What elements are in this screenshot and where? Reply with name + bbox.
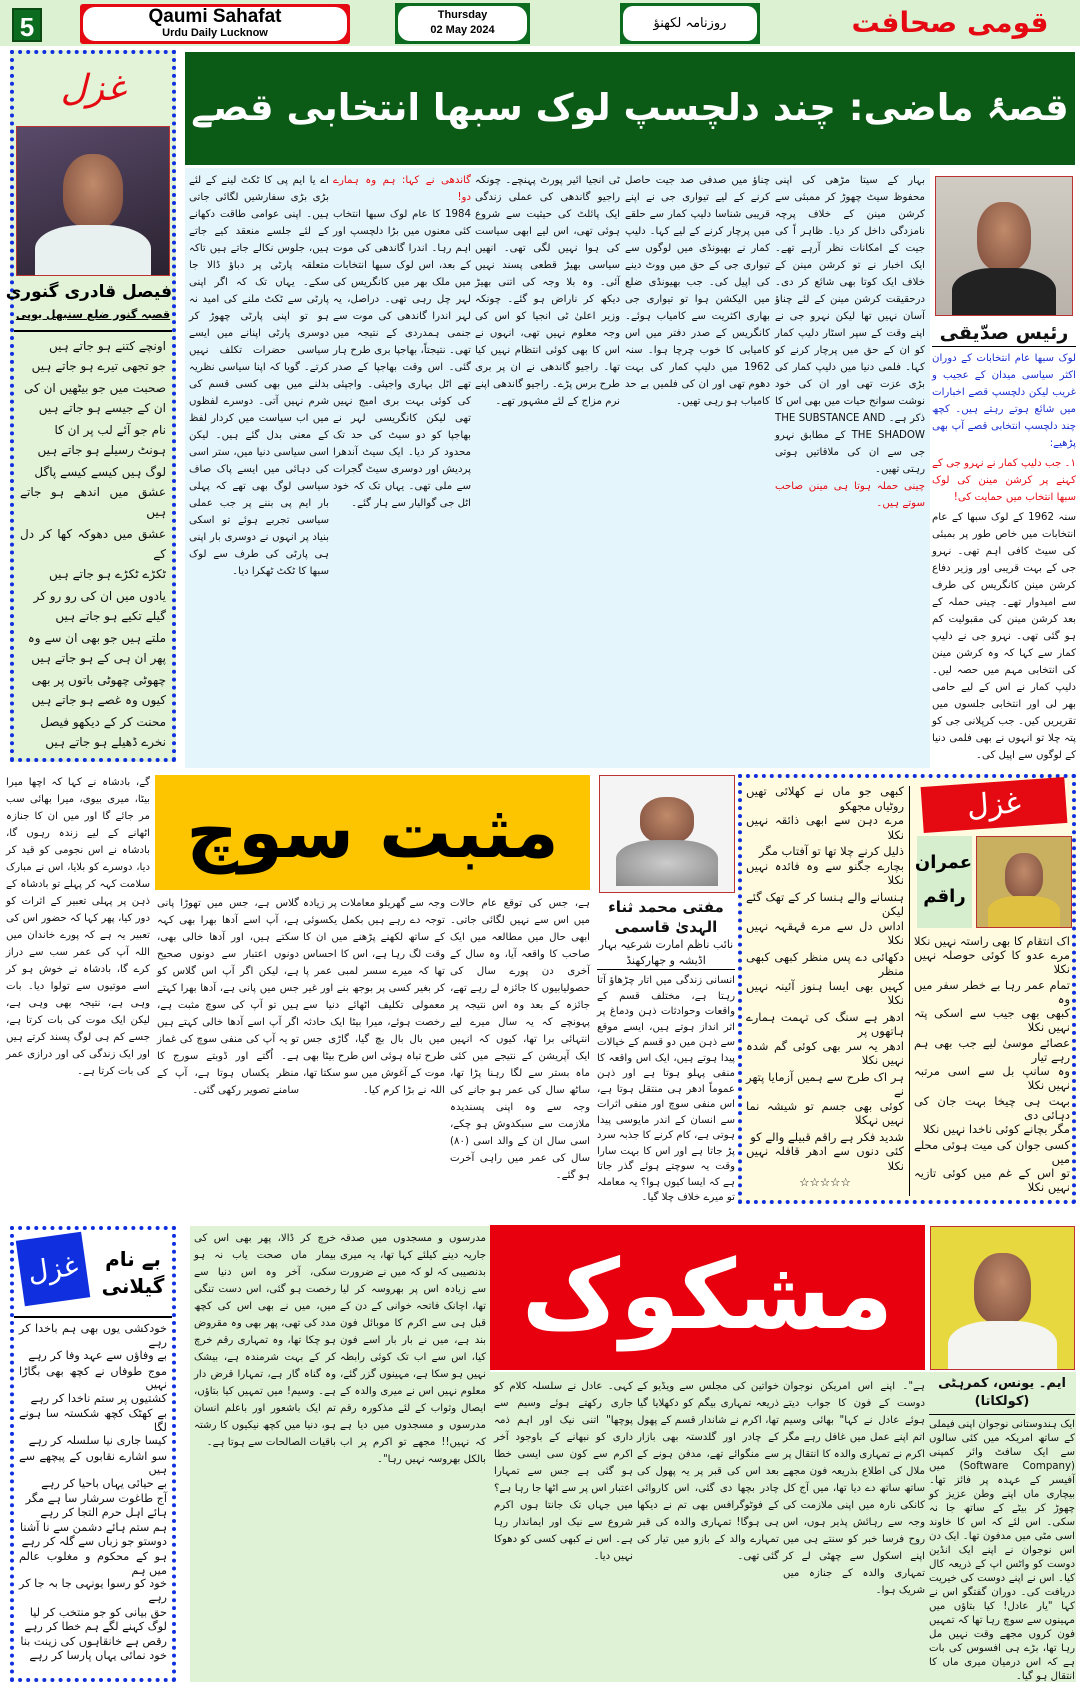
couplet	[19, 1521, 167, 1548]
author-photo	[935, 176, 1073, 316]
couplet	[914, 1036, 1070, 1092]
verse-line: نام جو آئے لب پر ان کا	[54, 423, 166, 437]
author-column	[929, 1375, 1075, 1683]
author-photo	[930, 1226, 1075, 1370]
article-column: خرچ کر ڈالا، پھر بھی اس کی بیمار ماں صحت یاب نہ ہو سکی، آخر وہ اس دنیا سے رخصت ہو گئی، اس دست تنگی میں، میں نے بھی اس کی کچھ مدد کی تھی، پھر بھی وہ مقروض ہو چکا تھا، وہ تمہاری رقم خرچ کر کے بہت شرمندہ ہے، بیشک وہ گناہ گار ہے، تمہارا قرض دار ہے۔ وسیم! میں تمہیں کیا بتاؤں، تم ایک باشعور اور باعلم انسان ہو، دنیا میں کچھ نیکیوں کا رشتہ باقیات الصالحات سے ہوتا ہے۔	[194, 1233, 336, 1448]
verse-line: بچارے جگنو سے وہ فائدہ نہیں نکلا	[746, 858, 904, 887]
verse-line: ٹکڑے ٹکڑے ہو جاتے ہیں	[49, 567, 166, 581]
couplet	[914, 934, 1070, 976]
verse-line: کسی جوان کی میت ہوئی محلے میں	[914, 1138, 1070, 1166]
verse-line: شدید فکر ہے راقم قبیلے والے کو	[750, 1129, 904, 1144]
verse-line: مرے دہن سے ابھی ذائقہ نہیں نکلا	[746, 813, 904, 842]
verse-line: بے کھٹک کچھ شکستہ سا ہونے لگا	[19, 1407, 167, 1434]
verse-line: اک انتقام کا بھی راستہ نہیں نکلا	[914, 934, 1070, 948]
verse-line: ہو کے محکوم و مغلوب عالم میں ہم	[19, 1550, 167, 1577]
article-column: ہے، جس کی توقع عام حالات میں اس سے نہیں لگائی جاتی۔ ابھی حال میں مطالعہ میں ایک صاحب کا واقعہ آیا، وہ سال کے آخری دن پورے سال کی حصولیابیوں کا جائزہ لے رہے تھے، جائزہ کے بعد وہ اس نتیجہ پر پہونچے کہ یہ سال میرے لیے انتہائی برا تھا، کیوں کہ انہیں ایک آپریشن کے نتیجے میں کئی ماہ بستر سے لگا رہنا پڑا تھا، ساٹھ سال کی عمر ہو جانے کی وجہ سے وہ اپنی پسندیدہ ملازمت سے سبکدوش ہو چکے، اسی سال ان کے والد اسی (۸۰) سال کی عمر میں راہی آخرت ہو گئے۔	[450, 898, 590, 1181]
masthead-subtitle: Urdu Daily Lucknow	[162, 27, 268, 39]
verse-line: آج طاغوت سرشار سا ہے مگر	[25, 1492, 167, 1505]
verse-line: لوگ ہیں کیسے کیسے پاگل	[34, 465, 166, 479]
ghazal-text	[19, 1322, 167, 1674]
verse-line: گیلے تکیے ہو جاتے ہیں	[55, 609, 166, 623]
poet-photo	[976, 836, 1072, 928]
masthead-title: Qaumi Sahafat	[148, 6, 282, 27]
verse-line: اونچے کتنے ہو جاتے ہیں	[49, 339, 166, 353]
verse-line: دکھائی دے پس منظر کبھی کبھی منظر	[746, 949, 904, 978]
verse-line: خودکشی یوں بھی ہم باخدا کر رہے	[19, 1322, 167, 1349]
verse-line: لوگ کہنے لگے ہم خطا کر رہے	[24, 1619, 167, 1633]
verse-line: ملتے ہیں جو بھی ان سے وہ	[27, 631, 166, 645]
verse-line: ادھر یہ سر بھی کوئی گم شدہ نہیں نکلا	[746, 1038, 904, 1067]
couplet	[914, 1094, 1070, 1136]
verse-line: کوئی بھی جسم تو شیشہ نما نہیں نہکلا	[746, 1098, 904, 1127]
verse-line: مرے عدو کا کوئی حوصلہ نہیں نکلا	[914, 948, 1070, 976]
verse-line: کبھی جو ماں نے کھلائی تھیں روٹیاں مجھکو	[746, 784, 904, 813]
author-column	[932, 176, 1076, 766]
verse-line: ان کے جیسے ہو جاتے ہیں	[38, 401, 166, 415]
couplet	[746, 844, 904, 888]
poet-place: قصبہ گنور ضلع سنبھل یوپی	[15, 308, 171, 321]
article-column: ایک ہندوستانی نوجوان اپنی فیملی کے ساتھ امریکہ میں کئی سالوں سے ایک سافٹ وائر کمپنی (Software Company) میں آفیسر کے عہدہ پر فائز تھا۔ بیچاری ماں اپنے وطن عزیز کو چھوڑ کر بیٹے کے ساتھ جا نہ سکی۔ اس لئے کہ اس کا خاوند اسی مٹی میں مدفون تھا۔ ایک دن اس نوجوان نے اپنے ایک انڈین دوست کو واٹس اپ کے ذریعہ کال کیا۔ اس نے اپنے دوست کی خیریت دریافت کی۔ دوران گفتگو اس نے کہا "یار عادل! کیا بتاؤں میں مہینوں سے سوچ رہا تھا کہ تمہیں فون کروں مجھے وقت نہیں مل رہا تھا، بڑے ہی افسوس کی بات ہے کہ اس درمیان میری ماں کا انتقال ہو گیا۔	[929, 1419, 1075, 1682]
roznama-box	[620, 3, 760, 44]
couplet	[19, 1550, 167, 1604]
couplet	[746, 1130, 904, 1174]
poet-photo	[16, 126, 170, 276]
verse-line: موج طوفاں نے کچھ بھی بگاڑا نہیں	[19, 1364, 167, 1391]
verse-line: عشق میں دھوکہ کھا کر دل کے	[20, 527, 166, 561]
verse-line: ہنسانے والے ہنسا کر کے تھک گئے لیکن	[746, 889, 904, 918]
verse-line: کشتیوں پر ستم ناخدا کر رہے	[30, 1391, 167, 1405]
verse-line: جو تجھی تیرے ہو جاتے ہیں	[31, 359, 166, 373]
couplet	[20, 420, 166, 460]
verse-line: ہونٹ رسیلے ہو جاتے ہیں	[37, 443, 166, 457]
couplet	[746, 950, 904, 1008]
couplet	[20, 462, 166, 522]
couplet	[19, 1606, 167, 1633]
verse-line: بے حیائی یہاں باحیا کر رہے	[41, 1476, 167, 1490]
article-column: کہی۔ عادل نے سلسلہ کلام کو جاری رکھتے ہوئے وسیم سے پوچھا" اتنی نیک اور اہم ذمہ داری کو نبھانے کے باوجود آخر اکرم سے کون سی ایسی خطا ہو گئی ہے جس سے تمہارا اعتبار اس پر سے اٹھا جا رہا ہے؟ میں جہاں تک جانتا ہوں اکرم شروع سے نیک اور ایماندار رہا ہے۔ اس نے کبھی کسی کو دھوکا نہیں دیا۔	[494, 1381, 633, 1562]
article-column: بہار کے سیتا مڑھی کی اپنی محفوظ سیٹ چھوڑ کر ممبئی سے کرشن مینن کے خلاف پرچہ نامزدگی داخل کر دیا۔ ظاہر اً کی جیت کے امکانات نظر آرہے تھے۔ ایک اخبار نے تو کرشن مینن کے خلاف ایک کوتا بھی شائع کر دی۔ درحقیقت کرشن مینن کے لئے چناؤ آسان نہیں تھا لیکن نہرو جی نے اپنے وقت کے سپر اسٹار دلیپ کمار کو ان کے حق میں پرچار کرنے کو کہا۔ فلمی دنیا میں دلیپ کمار کی بڑی عزت تھی اور ان کی خود نوشت سوانح حیات میں بھی اس کا ذکر ہے۔ THE SUBSTANCE AND THE SHADOW کے مطابق نہرو جی سے ان کی ملاقاتیں ہوتی رہتی تھیں۔ چینی حملہ ہوتا ہی مینن صاحب سوتے ہیں۔	[775, 175, 925, 509]
author-column	[597, 775, 735, 1205]
ghazal-badge: غزل	[60, 68, 126, 109]
issue-date: 02 May 2024	[430, 24, 495, 36]
author-region: اڈیشہ و جھارکھنڈ	[597, 953, 735, 970]
author-photo	[599, 775, 735, 893]
verse-line: ہائے اہل حرم التجا کر رہے	[40, 1505, 167, 1519]
verse-line: ہم ستم ہائے دشمن سے نا آشنا	[19, 1521, 167, 1534]
verse-line: دوستو جو زباں سے گلہ کر رہے	[21, 1534, 167, 1548]
verse-line: خود نمائی یہاں پارسا کر رہے	[29, 1648, 167, 1662]
stars: ☆☆☆☆☆	[799, 1175, 851, 1189]
verse-line: چھوٹی چھوٹی باتوں پر بھی	[31, 673, 166, 687]
ghazal-box-benaam	[10, 1226, 176, 1682]
author-name: ایم۔ یونس، کمرہٹی (کولکاتا)	[929, 1375, 1075, 1415]
headline-main: قصۂ ماضی: چند دلچسپ لوک سبھا انتخابی قصے	[185, 52, 1075, 165]
couplet	[20, 712, 166, 752]
masthead-bar	[0, 0, 1080, 46]
verse-line: کئی دنوں سے ادھر قافلہ نہیں نکلا	[746, 1144, 904, 1173]
headline-mashkook: مشکوک	[490, 1225, 925, 1370]
verse-line: محنت کر کے دیکھو فیصل	[40, 715, 166, 729]
couplet	[19, 1407, 167, 1448]
verse-line: سو اشارے نقابوں کے پیچھے سے ہیں	[19, 1449, 167, 1476]
article-column: وجہ سے گھریلو معاملات پر زیادہ توجہ دے رہے ہیں بکمل یکسوئی کے ساتھ لکھنے پڑھنے میں ان کا وقت لگ رہا ہے، اس کا احساس تھا کہ میرے سسر لمبی عمر پا کر بغیر کسی پر بوجھ بنے اور غیر معمولی تکلیف اٹھائے دنیا سے رخصت ہوئے، میرا بیٹا ایک حادثہ میں بال بال بچ گیا، گاڑی جس طرح تباہ ہوئی اس طرح بیٹا بھی موت کے آغوش میں سو سکتا تھا، اللہ نے بڑا کرم کیا۔	[303, 898, 445, 1096]
ghazal-text	[20, 336, 166, 756]
date-box	[395, 3, 530, 44]
verse-line: نخرے ڈھیلے ہو جاتے ہیں	[45, 735, 166, 749]
couplet	[19, 1450, 167, 1491]
article-column: گاندھی نے کہا: ہم وہ ہمارے دو! 1984 کا عام لوک سبھا انتخاب کئی معنوں میں بڑا دلچسپ اور اہم رہا۔ اندرا گاندھی کی موت کے بعد، اس لوک سبھا انتخابات میں ملک بھر میں کانگریس کی لہر چل رہی تھی۔ دراصل، یہ لہر اندرا گاندھی کی موت سے جنمی ہمدردی کے نتیجہ میں تھی۔ نتیجتاً، بھاجپا بری طرح ہار گئی۔ اس وقت بھاجپا کے صدر تھے اٹل بہاری واجپئی۔ واجپئی کی کوئی بہت بری امیج نہیں تھی لیکن کانگریسی لہر نے بھاجپا کو دو سیٹ کی حد تک محدود کر دیا۔ ایک سیٹ آندھرا پردیش اور دوسری سیٹ گجرات سے ملی تھی۔ یہاں تک کہ خود اٹل جی گوالیار سے ہار گئے۔	[333, 175, 471, 509]
verse-line: یادوں میں ان کی رو رو کر	[33, 589, 166, 603]
couplet	[914, 978, 1070, 1034]
verse-line: کبھی بھی جیب سے اسکی پتہ نہیں نکلا	[914, 1006, 1070, 1034]
subhead: ۱۔ جب دلیپ کمار نے نہرو جی کے کہنے پر کرشن مینن کی لوک سبھا انتخاب میں حمایت کی!	[932, 458, 1076, 503]
article-column: خواتین کی مجلس سے ویڈیو کے ذریعہ تمہاری بیگم کو دکھلایا گیا تھا، اکرم نے شاندار قسم کے پھول کے چادر اور گلدستہ بھی بازار سے منگوائے تھے، مدفن ہونے کے بعد اس کی قبر پر یہ پھول کی چادر بچھا دی گئی، اس کاروائی کے فوٹوگرافس بھی تم نے دیکھا ہی ہوگا! تمہاری والدہ کی قبر تمہارے والد کے بازو میں تیار کی گئی تھی۔	[637, 1381, 779, 1562]
headline-musbat-soch: مثبت سوچ	[155, 775, 590, 890]
roznama-label: روزنامہ لکھنؤ	[623, 6, 757, 41]
verse-line: ادھر ہے سنگ کی تہمت ہمارے ہاتھوں پر	[746, 1009, 904, 1038]
page-number: 5	[12, 8, 42, 42]
subhead-gandhi: گاندھی نے کہا: ہم وہ ہمارے دو!	[333, 175, 471, 203]
couplet	[19, 1492, 167, 1519]
couplet	[20, 628, 166, 668]
ghazal-box-imran	[738, 774, 1076, 1204]
couplet	[914, 1138, 1070, 1194]
couplet	[19, 1635, 167, 1662]
verse-line: خود کو رسوا یونہی جا بہ جا کر رہے	[19, 1577, 167, 1604]
poet-name: فیصل قادری گنوری	[5, 282, 172, 302]
article-column: گلاس ہے، جس میں تھوڑا پانی ہے، آپ اسے آدھا بھرا بھی کہہ سکتے ہیں، اور آدھا خالی بھی، دونوں اعتبار سے دونوں صحیح ہے، لیکن اگر آپ اس گلاس کو جس میں پانی ہے، آدھا بھرا کہتے ہیں تو آپ کی سوچ مثبت ہے، اگر آپ اسے آدھا خالی کہتے ہیں تو یہ آپ کی منفی سوچ کی غماز ہے۔ اُگتے اور ڈوبتے سورج کا منظر یکساں ہوتا ہے، آپ کے سامنے تصویر رکھی گئی۔	[157, 898, 299, 1096]
couplet	[20, 670, 166, 710]
article-column: چناؤ میں صدفی صد جیت حاصل کرنے کے لیے تیواری جی نے اپنے قریبی شناسا دلیپ کمار سے حلقے میں پرچار کرنے کے لیے کہا۔ دلیپ کمار نے بھیونڈی میں لوگوں سے تیواری جی کے حق میں ووٹ دینے کی اپیل کی۔ جب بھیونڈی ضلع میں الیکشن ہوا تو تیواری جی بھاری اکثریت سے کامیاب ہوئے۔ کانگریس کے صدر دفتر میں اس کامیابی کا خوب چرچا ہوا۔ سنہ 1962 میں دلیپ کمار کی بہت دھوم تھی اور ان کی فلمیں بے حد کامیاب ہو رہی تھیں۔	[625, 175, 770, 407]
poet-name: بے نام گیلانی	[101, 1247, 165, 1298]
subhead: چینی حملہ ہوتا ہی مینن صاحب سوتے ہیں۔	[775, 481, 925, 509]
author-name: مفتی محمد ثناء الہدیٰ قاسمی	[608, 898, 724, 936]
logo-urdu: قومی صحافت	[851, 6, 1049, 39]
article-intro: لوک سبھا عام انتخابات کے دوران اکثر سیاسی میدان کے عجیب و غریب لیکن دلچسپ قصے اخبارات میں شائع ہوتے رہتے ہیں۔ کچھ چند دلچسپ انتخابی قصے آپ بھی پڑھیے:	[932, 353, 1076, 449]
article-column: ہے"۔ اپنے اس امریکن نوجوان دوست کے فون کا جواب دیتے ہوئے عادل نے کہا" بھائی وسیم اتم اپنے عمل میں غافل رہے مگر اکرم نے تمہاری والدہ کا انتقال پر ملال کی اطلاع بذریعہ فون مجھے ساتھ ساتھ دے دیا تھا، میں آج کل کانکی نارہ میں اپنی ملازمت کی وجہ سے رہائش پذیر ہوں، اس روح فرسا خبر کو سنتے ہی میں اپنے اسکول سے چھٹی لے کر تمہاری والدہ کے جنازہ میں شریک ہوا۔	[783, 1381, 925, 1596]
verse-line: عصائے موسیٰ لیے جب بھی ہم رہے تیار	[914, 1036, 1070, 1064]
ghazal-text	[746, 784, 904, 1196]
couplet	[746, 1070, 904, 1128]
article-column: اے یا ایم پی کا ٹکٹ لینے کے لئے بڑی بڑی سفارشیں لگائی جاتی ہیں۔ اپنی عوامی طاقت دکھانے کے لئے جلسے منعقد کیے جاتے ہیں، جلوس نکالے جاتے ہیں تاکہ متعلقہ پارٹی پر دباؤ ڈالا جا سکے۔ یہاں تک کہ اگر اپنی پارٹی سے ٹکٹ ملنے کی امید نہ ہو تو اپنی پارٹی چھوڑ کر دوسری پارٹی اپنانے میں ایسے سیاسی حضرات تکلف نہیں کرتے۔ گویا کہ اپنا سیاسی نظریہ بدلنے میں بھی کسی قسم کی شرم نہیں آتی۔ دوسرے لفظوں میں اب سیاست میں کردار لفظ کے معنی بدل گئے ہیں۔ لیکن اسی سیاسی دنیا میں، ستر اسی کی دہائی میں ایسے پاک صاف سیاسی لوگ بھی تھے کہ پہلی بار ایم پی بننے پر جب عملی سیاسی تجربے ہوئے تو اسکی بنیاد پر انہوں نے دوسری بار اپنی ہی پارٹی کی طرف سے لوک سبھا کا ٹکٹ ٹھکرا دیا۔	[189, 175, 329, 577]
verse-line: بے وفاؤں سے عہد وفا کر رہے	[28, 1349, 167, 1362]
verse-line: بہت ہی چیخا بہت جان کی دہائی دی	[914, 1094, 1070, 1122]
article-column: گے، بادشاہ نے کہا کہ اچھا میرا بیٹا، میری بیوی، میرا بھائی سب مر جائے گا اور میں ان کا جنازہ اٹھانے کے لیے زندہ رہوں گا، بادشاہ نے اس نجومی کو قید کر دیا، دوسرے کو بلایا، اس نے مبارک سلامت کہہ کر پہلے تو بادشاہ کے ذہن پر پہلی تعبیر کے اثرات کو دور کیا، پھر کہا کہ حضور اس کی تعبیر یہ ہے کہ پورے خاندان میں اللہ آپ کی عمر سب سے دراز کرے گا، بادشاہ نے خوش ہو کر اسے موتیوں سے تولوا دیا۔ بات وہی ہے، نتیجہ بھی وہی ہے، لیکن ایک موت کی بات کرتا ہے، جسے کم ہی لوگ پسند کرتے ہیں اور ایک زندگی کی اور درازی عمر کی بات کرتا ہے۔	[6, 777, 150, 1077]
verse-line: عشق میں اندھے ہو جاتے ہیں	[20, 485, 166, 519]
verse-line: تو اس کے غم میں کوئی تازیہ نہیں نکلا	[914, 1166, 1070, 1194]
verse-line: اداس دل سے مرے قہقہہ نہیں نکلا	[746, 918, 904, 947]
ghazal-text	[914, 934, 1070, 1196]
couplet	[746, 1010, 904, 1068]
verse-line: کیوں وہ غصے ہو جاتے ہیں	[31, 693, 166, 707]
couplet	[20, 586, 166, 626]
poet-name: عمران راقم	[917, 836, 972, 928]
couplet	[19, 1322, 167, 1363]
article-column: ٹی انجیا ائیر پورٹ پہنچے۔ چونکہ راجیو گاندھی کی عملی زندگی ایک پائلٹ کی حیثیت سے شروع ہوئی تھی، اس لیے ابھی سیاست کی ہوا نہیں لگی تھی۔ انھیں سیاسی بھیڑ قطعی پسند نہیں آئی۔ وہ بلا وجہ کی اتنی بھیڑ دیکھ کر ناراض ہو گئے۔ چونکہ وزیر اعلیٰ ٹی انجیا کو اس کی وجہ معلوم نہیں تھی، انہوں نے اس کا بھی کوئی انتظام نہیں کیا تھا۔ راجیو گاندھی نے ان پر بری طرح برس پڑے۔ راجیو گاندھی اپنے نرم مزاج کے لئے مشہور تھے۔	[475, 175, 620, 407]
couplet	[746, 784, 904, 842]
verse-line: وہ سانپ بل سے اسی مرتبہ نہیں نکلا	[914, 1064, 1070, 1092]
article-column: سنہ 1962 کے لوک سبھا کے عام انتخابات میں خاص طور پر بمبئی کی سیٹ کافی اہم تھی۔ نہرو جی کے بہت قریبی اور وزیر دفاع کرشن مینن کانگریس کی طرف سے امیدوار تھے۔ چینی حملہ کے بعد کرشن مینن کی مقبولیت کم ہو گئی تھی۔ نہرو جی نے دلیپ کمار سے کہا کہ وہ کرشن مینن کی انتخابی مہم میں حصہ لیں۔ دلیپ کمار نے اس کے لیے حامی بھر لی اور انتخابی جلسوں میں تقریریں کیں۔ جب کرپلانی جی کو پتہ چلا تو انہوں نے بھی فلمی دنیا کے لوگوں سے اپیل کی۔	[932, 512, 1076, 761]
article-column: انسانی زندگی میں اتار چڑھاؤ آتا رہتا ہے، مختلف قسم کے واقعات وحوادثات ذہن ودماغ پر اثر انداز ہوتے ہیں، ایسے موقع سے ذہن میں دو قسم کے خیالات پیدا ہوتے ہیں، ایک اس واقعہ کا منفی پہلو ہوتا ہے اور ذہن عموماً ادھر ہی منتقل ہوتا ہے، اس منفی سوچ اور منفی اثرات سے انسان کے اندر مایوسی پیدا ہوتی ہے، کام کرنے کا جذبہ سرد پڑ جاتا ہے اور اس کا بہت سارا وقت یہ سوچتے ہوئے گذر جاتا ہے کہ ایسا کیوں ہوا؟ یہ معاملہ تو میرے خلاف چلا گیا۔	[597, 975, 735, 1203]
verse-line: حق بیانی کو جو منتخب کر لیا	[29, 1606, 167, 1619]
verse-line: مگر بچانے کوئی ناخدا نہیں نکلا	[922, 1122, 1070, 1136]
couplet	[746, 890, 904, 948]
verse-line: صحبت میں جو بیٹھیں ان کی	[24, 381, 166, 395]
weekday: Thursday	[437, 9, 488, 21]
verse-line: کیسا جاری نیا سلسلہ کر رہے	[28, 1434, 167, 1447]
verse-line: پھر ان ہی کے ہو جاتے ہیں	[31, 651, 166, 665]
ghazal-box-faisal	[5, 50, 176, 762]
couplet	[20, 336, 166, 376]
verse-line: ذلیل کرنے چلا تھا تو آفتاب مگر	[759, 844, 904, 858]
couplet	[20, 524, 166, 584]
author-name: رئیس صدّیقی	[932, 320, 1076, 347]
author-designation: نائب ناظم امارت شرعیہ بہار	[598, 938, 734, 951]
verse-line: کہیں بھی ایسا ہنوز آئینہ نہیں نکلا	[746, 978, 904, 1007]
article-column: مدرسوں و مسجدوں میں صدقہ جاریہ دینے کیلئے کہا تھا، یہ میری بدنصیبی کہ لو کہ میں نے ضرورت سے زیادہ اس پر بھروسہ کر لیا تھا، اچانک فاتحہ خوانی کے دن کے قبل ہی سے اکرم کا موبائل فون بند ہے، میں نے بار بار اسے فون کیا، اس سے اب تک کوئی رابطہ نہیں ہو سکا ہے، مہینوں گزر گئے، معلوم نہیں اس نے میری والدہ کے ایصال وثواب کے لئے مذکورہ رقم مدرسوں و مسجدوں میں دیا ہے کہ نہیں!! مجھے تو اکرم پر اب بالکل بھروسہ نہیں رہا"۔	[340, 1233, 486, 1465]
ghazal-badge: غزل	[921, 777, 1068, 833]
couplet	[20, 378, 166, 418]
verse-line: رقص ہے خانقاہوں کی زینت بنا	[20, 1635, 167, 1648]
ghazal-badge: غزل	[16, 1232, 91, 1307]
verse-line: ہر اک طرح سے ہمیں آزمایا پتھر نے	[746, 1069, 904, 1098]
couplet	[19, 1365, 167, 1406]
masthead-english	[80, 4, 350, 44]
verse-line: تمام عمر رہا بے خطر سفر میں وہ	[914, 978, 1070, 1006]
